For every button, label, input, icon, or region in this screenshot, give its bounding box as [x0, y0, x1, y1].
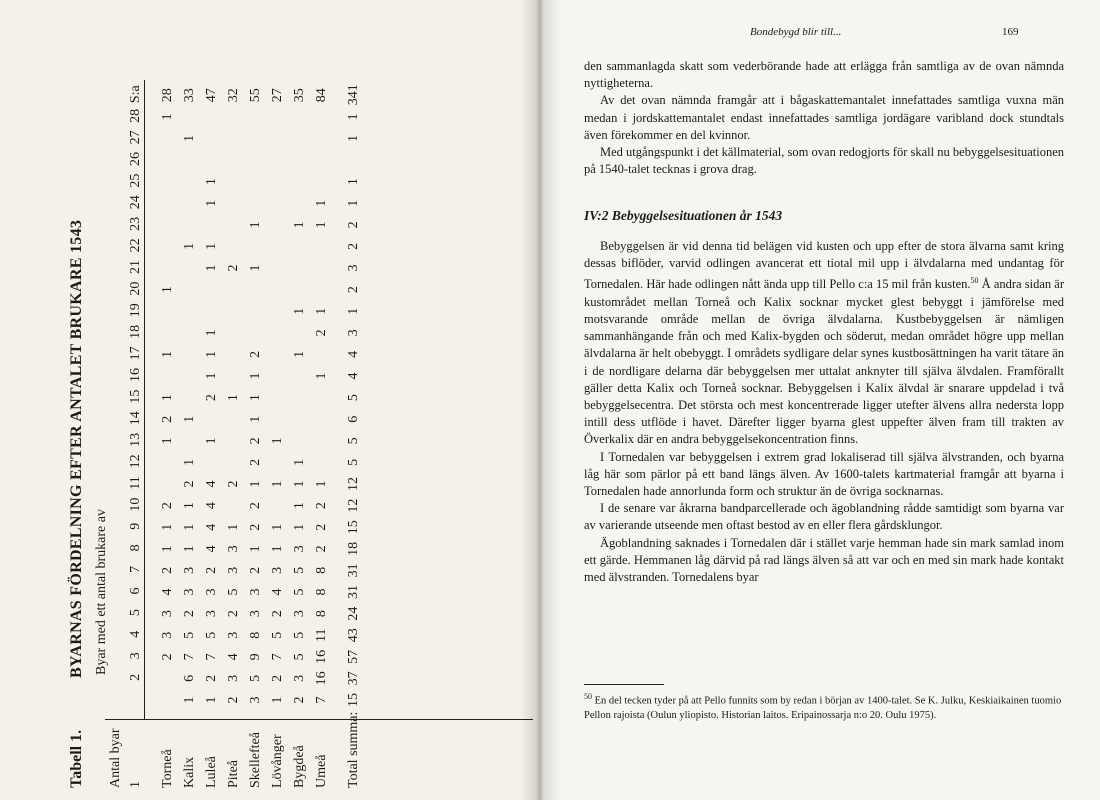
paragraph: Av det ovan nämnda framgår att i bågaskattemantalet innefattades samtliga vuxna män medan i jordskattemantalet endast innefattades samtliga jordägare varibland dock stundtals även förekommer en del kvinnor. — [584, 93, 1064, 142]
table-cell: 5 — [248, 674, 263, 682]
table-cell: 1 — [270, 437, 285, 445]
column-header: 5 — [128, 609, 143, 617]
table-cell: 4 — [204, 545, 219, 553]
table-cell: 1 — [204, 329, 219, 337]
total-cell: 1 — [346, 199, 361, 207]
table-row-label: Umeå — [314, 754, 329, 788]
table-cell: 3 — [160, 610, 175, 618]
column-header: 16 — [128, 368, 143, 382]
table-cell: 47 — [204, 88, 219, 103]
table-cell: 5 — [182, 631, 197, 639]
table-cell: 3 — [248, 610, 263, 618]
column-header: 27 — [128, 130, 143, 145]
table-cell: 16 — [314, 671, 329, 686]
table-cell: 4 — [204, 523, 219, 531]
total-cell: 3 — [346, 264, 361, 272]
table-cell: 1 — [204, 437, 219, 445]
table-cell: 1 — [182, 502, 197, 510]
table-cell: 5 — [292, 631, 307, 639]
table-cell: 2 — [314, 545, 329, 553]
table-cell: 5 — [270, 631, 285, 639]
table-cell: 84 — [314, 88, 329, 103]
paragraph — [584, 238, 1064, 449]
column-header: 24 — [128, 195, 143, 210]
paragraph: I Tornedalen var bebyggelsen i extrem grad lokaliserad till själva älvstranden, och byarna låg här som pärlor på ett band längs älven. Av 1600-talets kartmaterial framgår att byarna i Tornedalen hade annorlunda form och struktur än de övriga socknarnas. — [584, 449, 1064, 498]
table-cell: 5 — [204, 631, 219, 639]
table-cell: 4 — [226, 653, 241, 661]
table-cell: 5 — [292, 653, 307, 661]
column-header: 8 — [128, 544, 143, 552]
total-cell: 3 — [346, 329, 361, 337]
column-header: 12 — [128, 454, 143, 469]
table-cell: 2 — [248, 566, 263, 574]
table-cell: 35 — [292, 88, 307, 103]
table-cell: 3 — [226, 631, 241, 639]
total-cell: 18 — [346, 541, 361, 556]
table-cell: 5 — [226, 588, 241, 596]
table-cell: 2 — [292, 696, 307, 704]
table-label: Tabell 1. — [68, 729, 85, 788]
table-cell: 1 — [226, 523, 241, 531]
table-cell: 1 — [160, 437, 175, 445]
table-cell: 6 — [182, 674, 197, 682]
table-cell: 1 — [314, 372, 329, 380]
total-cell: 15 — [346, 693, 361, 707]
table-cell: 4 — [270, 588, 285, 596]
total-cell: 12 — [346, 477, 361, 491]
table-cell: 2 — [314, 329, 329, 337]
table-cell: 1 — [292, 480, 307, 488]
table-cell: 11 — [314, 628, 329, 642]
table-cell: 2 — [248, 458, 263, 466]
table-row-label: Piteå — [226, 760, 241, 788]
footnote-ref[interactable]: 50 — [970, 276, 979, 286]
total-cell: 1 — [346, 178, 361, 186]
table-cell: 2 — [248, 437, 263, 445]
column-header: 3 — [128, 652, 143, 660]
table-cell: 2 — [160, 415, 175, 423]
total-cell: 6 — [346, 415, 361, 423]
table-cell: 1 — [248, 372, 263, 380]
table-subheader: Byar med ett antal brukare av — [94, 509, 109, 675]
table-cell: 3 — [226, 566, 241, 574]
paragraph: Ägoblandning saknades i Tornedalen där i stället varje hemman hade sin mark samlad inom ett gärde. Hemmanen låg därvid på rad längs älven så att var och en med sin mark hade kontakt med älvstranden. Tornedalens byar — [584, 535, 1064, 585]
table-row-label: Luleå — [204, 756, 219, 788]
total-cell: 43 — [346, 628, 361, 643]
table-cell: 1 — [270, 480, 285, 488]
column-header: 26 — [128, 152, 143, 166]
table-cell: 55 — [248, 88, 263, 103]
table-cell: 1 — [314, 480, 329, 488]
column-header: 15 — [128, 389, 143, 404]
column-header: 9 — [128, 522, 143, 530]
column-header: 20 — [128, 281, 143, 296]
table-cell: 7 — [270, 653, 285, 661]
table-cell: 2 — [248, 523, 263, 531]
table-cell: 5 — [292, 566, 307, 574]
table-cell: 1 — [226, 394, 241, 402]
column-header: 21 — [128, 260, 143, 274]
table-cell: 3 — [204, 588, 219, 596]
table-cell: 3 — [182, 588, 197, 596]
table-cell: 1 — [160, 545, 175, 553]
table-cell: 1 — [204, 178, 219, 186]
table-row-label: Skellefteå — [248, 732, 263, 788]
total-cell: 4 — [346, 350, 361, 358]
table-cell: 1 — [182, 415, 197, 423]
table-cell: 1 — [204, 199, 219, 207]
total-cell: 341 — [346, 84, 361, 106]
column-header: 14 — [128, 411, 143, 426]
table-cell: 2 — [314, 523, 329, 531]
header-first: 1 — [128, 781, 143, 788]
total-cell: 5 — [346, 437, 361, 445]
table-cell: 8 — [314, 566, 329, 574]
table-cell: 1 — [292, 307, 307, 315]
table-cell: 1 — [248, 415, 263, 423]
table-cell: 8 — [314, 610, 329, 618]
table-cell: 1 — [182, 242, 197, 250]
right-page — [540, 0, 1100, 800]
table-cell: 1 — [182, 523, 197, 531]
running-head: Bondebygd blir till... — [750, 26, 842, 38]
total-cell: 1 — [346, 134, 361, 142]
column-header: 4 — [128, 630, 143, 638]
table-cell: 1 — [160, 113, 175, 121]
intro-text — [584, 58, 1064, 178]
table-cell: 3 — [248, 696, 263, 704]
table-cell: 4 — [204, 480, 219, 488]
table-cell: 1 — [248, 480, 263, 488]
table-title: BYARNAS FÖRDELNING EFTER ANTALET BRUKARE 1543 — [68, 219, 85, 678]
total-cell: 31 — [346, 563, 361, 578]
table-cell: 2 — [226, 696, 241, 704]
total-cell: 1 — [346, 113, 361, 121]
table-cell: 2 — [204, 674, 219, 682]
table-cell: 1 — [160, 394, 175, 402]
header-antal-byar: Antal byar — [108, 728, 123, 788]
total-cell: 2 — [346, 286, 361, 294]
table-cell: 2 — [204, 566, 219, 574]
table-cell: 1 — [292, 221, 307, 229]
column-header: 18 — [128, 324, 143, 339]
table-cell: 3 — [292, 674, 307, 682]
table-cell: 7 — [314, 696, 329, 704]
table-cell: 1 — [182, 458, 197, 466]
table-cell: 3 — [270, 566, 285, 574]
table-cell: 1 — [292, 523, 307, 531]
total-cell: 15 — [346, 520, 361, 535]
column-header: 28 — [128, 108, 143, 123]
table-row-label: Lövånger — [270, 734, 285, 788]
table-cell: 3 — [204, 610, 219, 618]
paragraph: Med utgångspunkt i det källmaterial, som ovan redogjorts för skall nu bebyggelsesituationen på 1540-talet tecknas i grova drag. — [584, 145, 1064, 177]
table-cell: 1 — [204, 242, 219, 250]
table-cell: 1 — [248, 221, 263, 229]
table-cell: 2 — [248, 502, 263, 510]
table-cell: 2 — [182, 480, 197, 488]
column-header: 11 — [128, 476, 143, 490]
table-cell: 1 — [270, 523, 285, 531]
column-header: 23 — [128, 216, 143, 231]
table-cell: 2 — [226, 264, 241, 272]
footnote-number: 50 — [584, 692, 592, 701]
total-cell: 37 — [346, 671, 361, 686]
rotated-table — [0, 0, 540, 800]
table-cell: 1 — [248, 264, 263, 272]
table-cell: 3 — [292, 545, 307, 553]
total-cell: 2 — [346, 221, 361, 229]
total-cell: 31 — [346, 585, 361, 599]
table-row-label: Bygdeå — [292, 745, 307, 788]
table-cell: 1 — [248, 545, 263, 553]
total-cell: 4 — [346, 372, 361, 380]
table-cell: 2 — [270, 610, 285, 618]
table-cell: 2 — [182, 610, 197, 618]
table-cell: 7 — [182, 653, 197, 661]
table-cell: 1 — [182, 696, 197, 704]
total-cell: 2 — [346, 242, 361, 250]
table-cell: 4 — [160, 588, 175, 596]
paragraph: I de senare var åkrarna bandparcellerade och ägoblandning rådde samtidigt som byarna var av varierande utseende men oftast bestod av en eller flera gårdsklungor. — [584, 501, 1064, 533]
page-number: 169 — [1002, 26, 1019, 38]
table-cell: 2 — [314, 502, 329, 510]
left-page — [0, 0, 540, 800]
book-gutter — [520, 0, 560, 800]
table-cell: 8 — [248, 631, 263, 639]
table-cell: 5 — [292, 588, 307, 596]
paragraph-text: Å andra sidan är kustområdet mellan Torneå och Kalix socknar mycket glest bebyggt i jämförelse med motsvarande område mellan de övriga älvdalarna. Kustbebyggelsen är nämligen sammanhängande från och med Kalix-bygden och söderut, medan området högre upp mellan älvdalarna är helt obebyggt. I områdets sydligare delar synes kustbosättningen ha varit tätare än i de nordligare delarna där bebyggelsen mer uttalat anknyter till själva älvdalen. Framförallt gäller detta Kalix och Torneå socknar. Bebyggelsen i Kalix älvdal är snarare uppdelad i två bebyggelsecentra. Det största och mest koncentrerade ligger utefter älvens allra nedersta lopp intill dess utflöde i havet. Därefter ligger byarna glest uppefter älven fram till trakten av Överkalix där en andra bebyggelsekoncentration finns. — [584, 277, 1065, 447]
table-horizontal-rule — [144, 80, 145, 720]
total-cell: 24 — [346, 606, 361, 621]
section-heading: IV:2 Bebyggelsesituationen år 1543 — [584, 208, 783, 223]
column-header: 13 — [128, 432, 143, 447]
footnote-rule — [584, 684, 664, 685]
table-row-label: Torneå — [160, 749, 175, 788]
column-header: 25 — [128, 173, 143, 188]
table-cell: 33 — [182, 88, 197, 103]
table-cell: 2 — [160, 653, 175, 661]
table-cell: 8 — [314, 588, 329, 596]
table-cell: 1 — [314, 199, 329, 207]
table-cell: 2 — [160, 502, 175, 510]
table-cell: 3 — [182, 566, 197, 574]
table-row-label: Kalix — [182, 756, 197, 788]
table-cell: 7 — [204, 653, 219, 661]
column-header: 6 — [128, 587, 143, 595]
total-label: Total summa: — [346, 711, 361, 788]
total-cell: 1 — [346, 307, 361, 315]
table-cell: 1 — [314, 221, 329, 229]
table-cell: 1 — [204, 350, 219, 358]
column-header: 7 — [128, 565, 143, 573]
table-cell: 2 — [226, 610, 241, 618]
table-cell: 3 — [292, 610, 307, 618]
table-cell: 3 — [226, 674, 241, 682]
column-header: 17 — [128, 346, 143, 361]
total-cell: 5 — [346, 394, 361, 402]
table-cell: 1 — [292, 502, 307, 510]
table-cell: 1 — [292, 458, 307, 466]
table-cell: 2 — [270, 674, 285, 682]
table-cell: 1 — [270, 545, 285, 553]
paragraph-text: Bebyggelsen är vid denna tid belägen vid kusten och upp efter de stora älvarna samt kring dessas biflöder, varvid odlingen avancerat ett tiotal mil upp i älvdalarna med undantag för Tornedalen. Här hade odlingen nått ända upp till Pello c:a 15 mil från kusten. — [584, 239, 1064, 292]
footnote-text: En del tecken tyder på att Pello funnits som by redan i början av 1400-talet. Se K. Julku, Keskiaikainen tuomio Pellon rajoista (Oulun yliopisto. Historian laitos. Eripainossarja n:o 20. Oulu 1975). — [584, 695, 1062, 721]
table-cell: 4 — [204, 502, 219, 510]
column-header: S:a — [128, 85, 143, 104]
table-cell: 3 — [226, 545, 241, 553]
table-cell: 1 — [182, 134, 197, 142]
table-vertical-rule — [105, 719, 533, 720]
table-cell: 2 — [226, 480, 241, 488]
table-cell: 3 — [248, 588, 263, 596]
table-cell: 9 — [248, 653, 263, 661]
table-cell: 16 — [314, 649, 329, 664]
table-cell: 1 — [160, 286, 175, 294]
table-cell: 28 — [160, 88, 175, 103]
table-cell: 1 — [204, 264, 219, 272]
table-cell: 1 — [270, 696, 285, 704]
table-cell: 27 — [270, 88, 285, 103]
total-cell: 12 — [346, 498, 361, 513]
table-cell: 2 — [160, 566, 175, 574]
table-cell: 1 — [204, 372, 219, 380]
column-header: 19 — [128, 303, 143, 318]
table-cell: 2 — [248, 350, 263, 358]
table-cell: 1 — [248, 394, 263, 402]
table-cell: 1 — [182, 545, 197, 553]
column-header: 2 — [128, 673, 143, 681]
table-cell: 1 — [160, 350, 175, 358]
table-cell: 1 — [160, 523, 175, 531]
table-cell: 3 — [160, 631, 175, 639]
table-cell: 32 — [226, 88, 241, 103]
section-text — [584, 238, 1064, 586]
footnote — [584, 690, 1064, 723]
table-cell: 1 — [314, 307, 329, 315]
column-header: 22 — [128, 238, 143, 253]
table-cell: 2 — [204, 394, 219, 402]
column-header: 10 — [128, 497, 143, 512]
total-cell: 5 — [346, 458, 361, 466]
total-cell: 57 — [346, 649, 361, 664]
paragraph: den sammanlagda skatt som vederbörande hade att erlägga från samtliga av de ovan nämnda nyttigheterna. — [584, 59, 1064, 91]
table-cell: 1 — [204, 696, 219, 704]
table-cell: 1 — [292, 350, 307, 358]
